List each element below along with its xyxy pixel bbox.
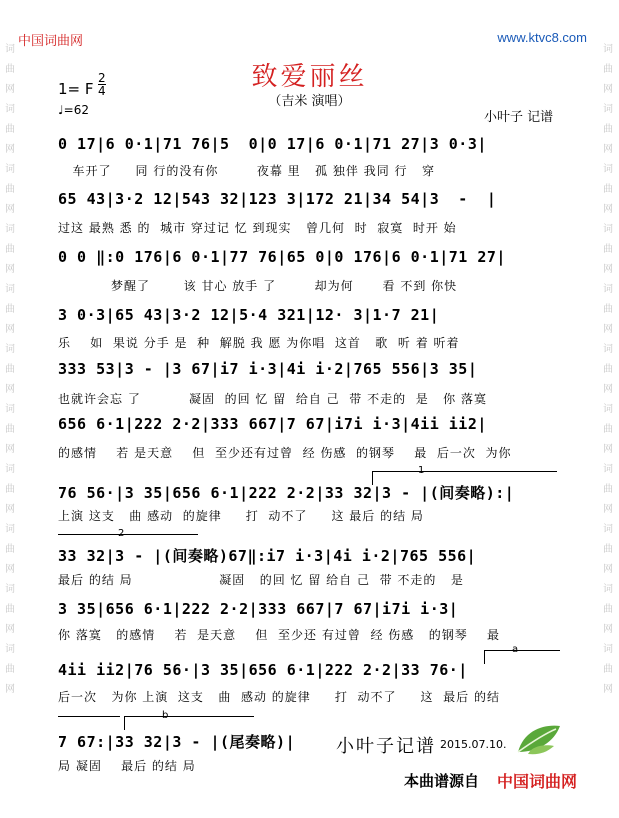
ending-bracket-b	[124, 716, 254, 717]
ending-bracket-a-cont	[58, 716, 120, 717]
notation-line-5: 333 53|3 - |3 67|i7 i·3|4i i·2|765 556|3 35|	[58, 360, 478, 378]
notation-line-1: 0 17|6 0·1|71 76|5 0|0 17|6 0·1|71 27|3 0·3|	[58, 135, 487, 153]
time-signature	[98, 72, 106, 97]
ending-bracket-a	[484, 650, 560, 651]
lyric-line-6: 的感情 若 是天意 但 至少还有过曾 经 伤感 的钢琴 最 后一次 为你	[58, 446, 512, 460]
tempo-marking: ♩=62	[58, 103, 89, 117]
ending-label-a: a	[512, 644, 519, 655]
site-name-left: 中国词曲网	[18, 34, 84, 49]
lyric-line-8: 最后 的结 局 凝固 的回 忆 留 给自 己 带 不走的 是	[58, 573, 464, 587]
lyric-line-5: 也就许会忘 了 凝固 的回 忆 留 给自 己 带 不走的 是 你 落寞	[58, 392, 487, 406]
key-signature: 1= F	[58, 80, 94, 98]
transcriber-signature: 小叶子记谱	[336, 736, 436, 757]
ending-bracket-a-left	[484, 650, 485, 664]
lyric-line-4: 乐 如 果说 分手 是 种 解脱 我 愿 为你唱 这首 歌 听 着 听着	[58, 336, 460, 350]
lyric-line-7: 上演 这支 曲 感动 的旋律 打 动不了 这 最后 的结 局	[58, 509, 424, 523]
source-label: 本曲谱源自	[404, 772, 480, 790]
time-signature-top: 2	[98, 71, 106, 85]
time-signature-bottom: 4	[98, 84, 106, 98]
lyric-line-2: 过这 最熟 悉 的 城市 穿过记 忆 到现实 曾几何 时 寂寞 时开 始	[58, 221, 457, 235]
site-url-right: www.ktvc8.com	[497, 30, 587, 45]
notation-line-8: 33 32|3 - |(间奏略)67‖:i7 i·3|4i i·2|765 556|	[58, 547, 477, 565]
lyric-line-10: 后一次 为你 上演 这支 曲 感动 的旋律 打 动不了 这 最后 的结	[58, 690, 500, 704]
ending-bracket-2	[58, 534, 198, 535]
notation-line-10: 4ii ii2|76 56·|3 35|656 6·1|222 2·2|33 76·|	[58, 661, 468, 679]
ending-number-1: 1	[418, 465, 425, 476]
song-title: 致爱丽丝	[251, 62, 368, 92]
lyric-line-9: 你 落寞 的感情 若 是天意 但 至少还 有过曾 经 伤感 的钢琴 最	[58, 628, 500, 642]
ending-bracket-1	[372, 471, 557, 472]
notation-line-9: 3 35|656 6·1|222 2·2|333 667|7 67|i7i i·3|	[58, 600, 459, 618]
singer-credit: （吉米 演唱）	[268, 94, 351, 109]
ending-number-2: 2	[118, 528, 125, 539]
side-watermark-left: 词曲网词曲网词曲网词曲网词曲网词曲网词曲网词曲网词曲网词曲网词曲网	[5, 44, 15, 695]
ending-label-b: b	[162, 710, 169, 721]
ending-bracket-b-left	[124, 716, 125, 730]
transcriber-credit: 小叶子 记谱	[484, 110, 554, 125]
notation-line-4: 3 0·3|65 43|3·2 12|5·4 321|12· 3|1·7 21|	[58, 306, 440, 324]
leaf-icon	[514, 720, 564, 756]
lyric-line-1: 车开了 同 行的没有你 夜幕 里 孤 独伴 我同 行 穿	[58, 164, 435, 178]
lyric-line-11: 局 凝固 最后 的结 局	[58, 759, 196, 773]
notation-line-6: 656 6·1|222 2·2|333 667|7 67|i7i i·3|4ii ii2|	[58, 415, 487, 433]
side-watermark-right: 词曲网词曲网词曲网词曲网词曲网词曲网词曲网词曲网词曲网词曲网词曲网	[603, 44, 613, 695]
notation-line-11: 7 67:|33 32|3 - |(尾奏略)|	[58, 733, 296, 751]
notation-line-3: 0 0 ‖:0 176|6 0·1|77 76|65 0|0 176|6 0·1|71 27|	[58, 248, 506, 266]
source-site-link[interactable]: 中国词曲网	[497, 772, 578, 791]
notation-line-7: 76 56·|3 35|656 6·1|222 2·2|33 32|3 - |(间奏略):|	[58, 484, 515, 502]
notation-line-2: 65 43|3·2 12|543 32|123 3|172 21|34 54|3 - |	[58, 190, 497, 208]
lyric-line-3: 梦醒了 该 甘心 放手 了 却为何 看 不到 你快	[58, 279, 458, 293]
signature-date: 2015.07.10.	[440, 738, 507, 751]
